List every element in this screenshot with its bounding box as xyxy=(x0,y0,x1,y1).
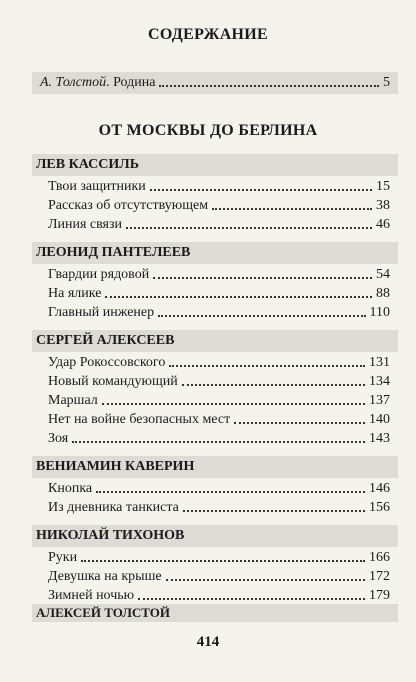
author-heading: НИКОЛАЙ ТИХОНОВ xyxy=(36,528,185,543)
toc-entry: Твои защитники 15 xyxy=(48,179,390,194)
author-heading: ВЕНИАМИН КАВЕРИН xyxy=(36,459,195,474)
author-heading: ЛЕОНИД ПАНТЕЛЕЕВ xyxy=(36,245,191,260)
toc-entry: Нет на войне безопасных мест 140 xyxy=(48,412,390,427)
toc-entry: На ялике 88 xyxy=(48,286,390,301)
toc-entry-label: А. Толстой. Родина xyxy=(40,75,156,90)
toc-entry: Зоя 143 xyxy=(48,431,390,446)
toc-entry: Руки 166 xyxy=(48,550,390,565)
toc-entry: Девушка на крыше 172 xyxy=(48,569,390,584)
toc-page-number: 5 xyxy=(383,75,390,90)
toc-entry: Из дневника танкиста 156 xyxy=(48,500,390,515)
toc-entry-intro xyxy=(40,75,390,91)
page-title: СОДЕРЖАНИЕ xyxy=(147,26,269,43)
toc-entry: Зимней ночью 179 xyxy=(48,588,390,603)
author-heading: ЛЕВ КАССИЛЬ xyxy=(36,157,139,172)
toc-entry: Кнопка 146 xyxy=(48,481,390,496)
intro-title: Родина xyxy=(113,75,156,90)
page-number: 414 xyxy=(196,634,220,650)
author-heading: СЕРГЕЙ АЛЕКСЕЕВ xyxy=(36,333,175,348)
toc-entry: Гвардии рядовой 54 xyxy=(48,267,390,282)
toc-entry: Главный инженер 110 xyxy=(48,305,390,320)
intro-author: А. Толстой xyxy=(40,75,107,90)
toc-entry: Маршал 137 xyxy=(48,393,390,408)
toc-entry: Рассказ об отсутствующем 38 xyxy=(48,198,390,213)
author-heading: АЛЕКСЕЙ ТОЛСТОЙ xyxy=(36,605,171,620)
toc-entry: Новый командующий 134 xyxy=(48,374,390,389)
toc-entry: Удар Рокоссовского 131 xyxy=(48,355,390,370)
section-title: ОТ МОСКВЫ ДО БЕРЛИНА xyxy=(98,122,318,139)
toc-entry: Линия связи 46 xyxy=(48,217,390,232)
leader-dots xyxy=(159,85,379,87)
